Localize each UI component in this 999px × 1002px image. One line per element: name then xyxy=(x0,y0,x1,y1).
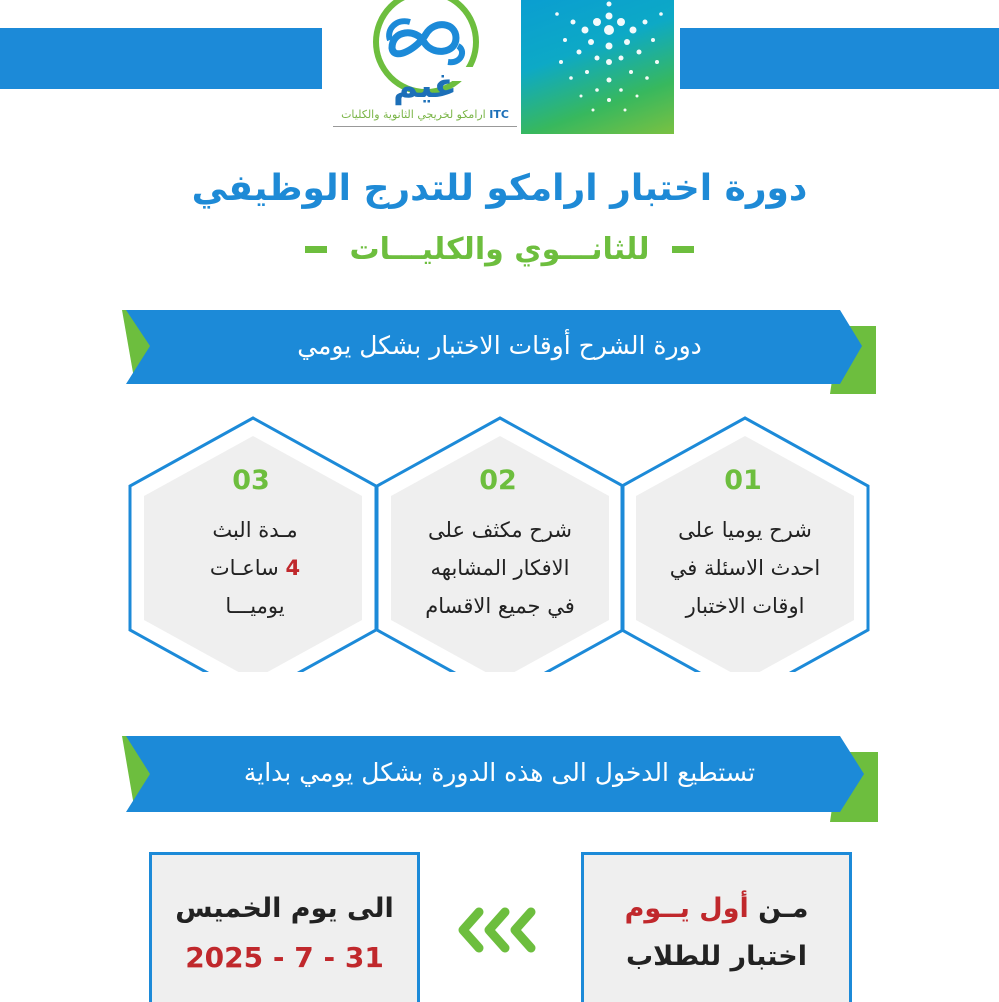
page-title: دورة اختبار ارامكو للتدرج الوظيفي xyxy=(191,168,808,209)
ghaim-logo-name: غيم xyxy=(393,66,457,106)
ribbon-2 xyxy=(0,728,999,828)
feature-1-number: 01 xyxy=(724,465,762,496)
feature-2-text xyxy=(395,511,605,625)
logo-underline xyxy=(333,126,517,127)
start-line-2: اختبار للطلاب xyxy=(626,941,807,972)
feature-3-text xyxy=(150,511,360,625)
feature-2-line-3: في جميع الاقسام xyxy=(425,594,575,618)
feature-1-line-3: اوقات الاختبار xyxy=(685,594,805,618)
logo-caption-text: ارامكو لخريجي الثانوية والكليات xyxy=(341,108,486,121)
chevrons-left-icon xyxy=(455,906,545,956)
end-date-value: 2025 - 7 - 31 xyxy=(185,941,384,974)
feature-1-line-2: احدث الاسئلة في xyxy=(669,556,821,580)
end-date-box xyxy=(149,852,420,1002)
feature-3-line-3: يوميـــا xyxy=(225,594,285,618)
feature-3-hours-number: 4 xyxy=(285,556,301,580)
feature-3-line-2 xyxy=(150,549,360,587)
aramco-logo xyxy=(521,0,674,134)
start-first-day: أول يــوم xyxy=(624,893,749,924)
end-date-label: الى يوم الخميس xyxy=(175,893,394,924)
feature-3-hours-label: ساعـات xyxy=(209,556,279,580)
feature-2-line-2: الافكار المشابهه xyxy=(430,556,570,580)
feature-2-number: 02 xyxy=(479,465,517,496)
top-bar-left xyxy=(0,28,322,89)
subtitle-dash-right xyxy=(672,246,694,253)
feature-2-line-1: شرح مكثف على xyxy=(428,518,572,542)
feature-1-text xyxy=(640,511,850,625)
ribbon-1 xyxy=(0,300,999,400)
feature-3-line-1: مـدة البث xyxy=(212,518,298,542)
aramco-star-icon xyxy=(521,0,674,134)
start-from: مـن xyxy=(758,893,809,924)
start-line-1 xyxy=(584,893,849,924)
ribbon-1-text: دورة الشرح أوقات الاختبار بشكل يومي xyxy=(297,331,702,360)
logo-caption-itc: ITC xyxy=(489,108,509,121)
subtitle: للثانـــوي والكليـــات xyxy=(349,232,650,267)
feature-1-line-1: شرح يوميا على xyxy=(678,518,812,542)
start-box xyxy=(581,852,852,1002)
ribbon-2-text: تستطيع الدخول الى هذه الدورة بشكل يومي بداية xyxy=(243,758,756,787)
subtitle-dash-left xyxy=(305,246,327,253)
top-bar-right xyxy=(680,28,999,89)
logo-caption xyxy=(330,108,520,121)
subtitle-row xyxy=(0,232,999,267)
feature-3-number: 03 xyxy=(232,465,270,496)
